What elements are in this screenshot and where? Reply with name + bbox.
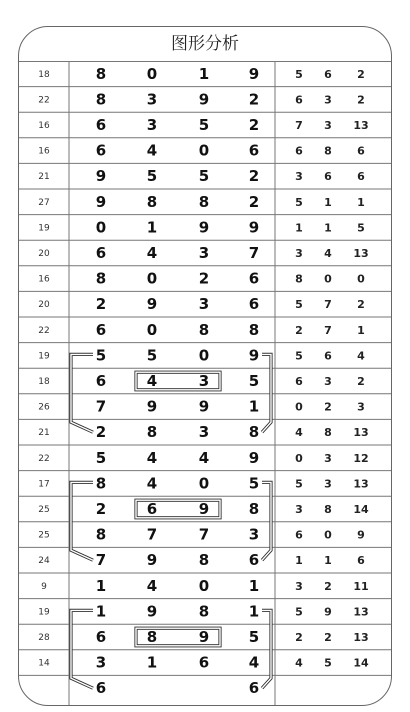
main-digit: 5: [146, 346, 158, 365]
main-digit: 6: [146, 500, 158, 518]
main-digit: 2: [248, 90, 260, 109]
side-digit: 5: [295, 477, 303, 491]
side-digit: 6: [324, 170, 332, 184]
main-digit: 4: [146, 244, 158, 262]
side-digit: 5: [357, 221, 365, 235]
main-digit: 7: [146, 525, 158, 544]
main-digit: 8: [95, 474, 107, 493]
side-digit: 3: [295, 579, 303, 593]
side-digit: 5: [324, 656, 332, 670]
side-digit: 4: [357, 349, 365, 363]
main-digit: 6: [248, 551, 260, 570]
side-digit: 13: [353, 119, 369, 132]
main-digit: 2: [95, 500, 107, 518]
main-digit: 5: [146, 167, 158, 186]
side-digit: 6: [295, 375, 303, 388]
side-digit: 13: [353, 477, 369, 491]
main-digit: 9: [198, 90, 210, 109]
side-digit: 3: [324, 477, 332, 491]
main-digit: 9: [198, 397, 210, 416]
row-index: 19: [38, 351, 50, 362]
side-digit: 8: [324, 503, 332, 516]
side-digit: 6: [357, 144, 365, 158]
side-digit: 13: [353, 605, 369, 619]
row-index: 18: [38, 69, 50, 80]
side-digit: 0: [324, 272, 332, 286]
row-index: 20: [38, 300, 50, 311]
side-digit: 2: [324, 400, 332, 414]
main-digit: 9: [248, 64, 260, 83]
side-digit: 6: [295, 93, 303, 107]
main-digit: 6: [248, 295, 260, 314]
side-digit: 2: [295, 323, 303, 337]
number-grid: [19, 27, 392, 706]
main-digit: 4: [198, 448, 210, 467]
main-digit: 9: [146, 602, 158, 621]
side-digit: 4: [295, 656, 303, 670]
row-index: 17: [38, 479, 50, 490]
main-digit: 8: [198, 320, 210, 339]
side-digit: 1: [357, 195, 365, 209]
main-digit: 0: [198, 141, 210, 160]
main-digit: 5: [248, 628, 260, 646]
main-digit: 2: [95, 423, 107, 442]
row-index: 14: [38, 658, 50, 669]
side-digit: 3: [357, 400, 365, 414]
side-digit: 14: [353, 656, 369, 670]
main-digit: 5: [248, 372, 260, 390]
side-digit: 1: [357, 323, 365, 337]
main-digit: 3: [198, 295, 210, 314]
row-index: 20: [38, 249, 50, 259]
main-digit: 9: [146, 551, 158, 570]
side-digit: 13: [353, 426, 369, 440]
main-digit: 0: [198, 346, 210, 365]
side-digit: 9: [357, 528, 365, 542]
side-digit: 3: [324, 119, 332, 132]
row-index: 16: [38, 121, 50, 131]
side-digit: 1: [295, 554, 303, 568]
main-digit: 1: [146, 218, 158, 237]
row-index: 21: [38, 428, 50, 439]
main-digit: 3: [146, 116, 158, 134]
side-digit: 2: [357, 298, 365, 312]
side-digit: 8: [295, 272, 303, 286]
side-digit: 2: [357, 67, 365, 81]
main-digit: 8: [95, 269, 107, 288]
main-digit: 6: [95, 116, 107, 134]
main-digit: 8: [198, 192, 210, 211]
main-digit: 5: [198, 167, 210, 186]
main-digit: 9: [95, 167, 107, 186]
row-index: 24: [38, 556, 50, 567]
side-digit: 6: [295, 528, 303, 542]
side-digit: 1: [324, 195, 332, 209]
main-digit: 4: [146, 448, 158, 467]
side-digit: 0: [295, 400, 303, 414]
side-digit: 2: [324, 631, 332, 644]
main-digit: 2: [198, 269, 210, 288]
main-digit: 6: [248, 679, 260, 698]
main-digit: 9: [198, 628, 210, 646]
row-index: 28: [38, 633, 50, 643]
main-digit: 9: [198, 500, 210, 518]
main-digit: 7: [248, 244, 260, 262]
main-digit: 1: [248, 602, 260, 621]
side-digit: 2: [357, 93, 365, 107]
main-digit: 6: [95, 628, 107, 646]
main-digit: 7: [198, 525, 210, 544]
side-digit: 11: [353, 579, 369, 593]
main-digit: 0: [95, 218, 107, 237]
main-digit: 6: [95, 372, 107, 390]
main-digit: 4: [146, 372, 158, 390]
side-digit: 2: [295, 631, 303, 644]
row-index: 21: [38, 172, 50, 183]
side-digit: 6: [295, 144, 303, 158]
side-digit: 14: [353, 503, 369, 516]
main-digit: 9: [248, 346, 260, 365]
row-index: 19: [38, 607, 50, 618]
row-index: 16: [38, 274, 50, 285]
side-digit: 8: [324, 426, 332, 440]
main-digit: 3: [198, 372, 210, 390]
main-digit: 8: [146, 423, 158, 442]
side-digit: 3: [324, 451, 332, 465]
side-digit: 8: [324, 144, 332, 158]
main-digit: 8: [248, 500, 260, 518]
main-digit: 8: [248, 320, 260, 339]
main-digit: 8: [248, 423, 260, 442]
main-digit: 3: [198, 244, 210, 262]
main-digit: 2: [248, 116, 260, 134]
side-digit: 12: [353, 451, 369, 465]
side-digit: 3: [324, 93, 332, 107]
main-digit: 6: [198, 653, 210, 672]
main-digit: 1: [146, 653, 158, 672]
page-title: 图形分析: [19, 27, 391, 62]
main-digit: 1: [248, 397, 260, 416]
main-digit: 6: [95, 679, 107, 698]
row-index: 16: [38, 146, 50, 157]
main-digit: 0: [146, 320, 158, 339]
main-digit: 2: [95, 295, 107, 314]
side-digit: 0: [324, 528, 332, 542]
row-index: 25: [38, 505, 50, 515]
side-digit: 5: [295, 349, 303, 363]
side-digit: 1: [324, 554, 332, 568]
main-digit: 8: [95, 525, 107, 544]
side-digit: 6: [357, 554, 365, 568]
main-digit: 3: [146, 90, 158, 109]
main-digit: 7: [95, 551, 107, 570]
main-digit: 0: [146, 269, 158, 288]
side-digit: 2: [357, 375, 365, 388]
main-digit: 1: [95, 602, 107, 621]
main-digit: 8: [95, 90, 107, 109]
side-digit: 9: [324, 605, 332, 619]
main-digit: 3: [95, 653, 107, 672]
main-digit: 6: [248, 141, 260, 160]
side-digit: 7: [295, 119, 303, 132]
main-digit: 0: [198, 474, 210, 493]
main-digit: 9: [198, 218, 210, 237]
main-digit: 5: [248, 474, 260, 493]
main-digit: 6: [248, 269, 260, 288]
main-digit: 4: [248, 653, 260, 672]
side-digit: 6: [357, 170, 365, 184]
side-digit: 3: [295, 503, 303, 516]
main-digit: 3: [248, 525, 260, 544]
main-digit: 8: [198, 602, 210, 621]
side-digit: 3: [324, 375, 332, 388]
side-digit: 6: [324, 67, 332, 81]
main-digit: 8: [146, 628, 158, 646]
row-index: 22: [38, 95, 50, 106]
side-digit: 5: [295, 298, 303, 312]
main-digit: 1: [248, 576, 260, 595]
side-digit: 5: [295, 67, 303, 81]
row-index: 22: [38, 453, 50, 464]
side-digit: 7: [324, 298, 332, 312]
main-digit: 5: [95, 346, 107, 365]
main-digit: 8: [95, 64, 107, 83]
main-digit: 9: [146, 397, 158, 416]
main-digit: 6: [95, 141, 107, 160]
main-digit: 4: [146, 141, 158, 160]
side-digit: 2: [324, 579, 332, 593]
main-digit: 3: [198, 423, 210, 442]
side-digit: 7: [324, 323, 332, 337]
side-digit: 1: [295, 221, 303, 235]
main-digit: 5: [95, 448, 107, 467]
side-digit: 13: [353, 247, 369, 260]
main-digit: 1: [198, 64, 210, 83]
row-index: 26: [38, 402, 50, 413]
side-digit: 3: [295, 247, 303, 260]
main-digit: 4: [146, 474, 158, 493]
main-digit: 9: [146, 295, 158, 314]
main-digit: 6: [95, 320, 107, 339]
row-index: 9: [41, 581, 47, 592]
side-digit: 5: [295, 195, 303, 209]
side-digit: 4: [324, 247, 332, 260]
row-index: 25: [38, 530, 50, 541]
side-digit: 0: [295, 451, 303, 465]
main-digit: 0: [146, 64, 158, 83]
side-digit: 3: [295, 170, 303, 184]
main-digit: 8: [198, 551, 210, 570]
main-digit: 5: [198, 116, 210, 134]
side-digit: 5: [295, 605, 303, 619]
main-digit: 9: [248, 218, 260, 237]
main-digit: 4: [146, 576, 158, 595]
row-index: 19: [38, 223, 50, 234]
side-digit: 6: [324, 349, 332, 363]
side-digit: 13: [353, 631, 369, 644]
main-digit: 7: [95, 397, 107, 416]
row-index: 18: [38, 377, 50, 387]
side-digit: 4: [295, 426, 303, 440]
analysis-card: [18, 26, 392, 706]
row-index: 22: [38, 325, 50, 336]
row-index: 27: [38, 197, 50, 208]
main-digit: 6: [95, 244, 107, 262]
main-digit: 2: [248, 192, 260, 211]
main-digit: 2: [248, 167, 260, 186]
side-digit: 1: [324, 221, 332, 235]
main-digit: 0: [198, 576, 210, 595]
main-digit: 9: [95, 192, 107, 211]
side-digit: 0: [357, 272, 365, 286]
main-digit: 8: [146, 192, 158, 211]
main-digit: 9: [248, 448, 260, 467]
main-digit: 1: [95, 576, 107, 595]
